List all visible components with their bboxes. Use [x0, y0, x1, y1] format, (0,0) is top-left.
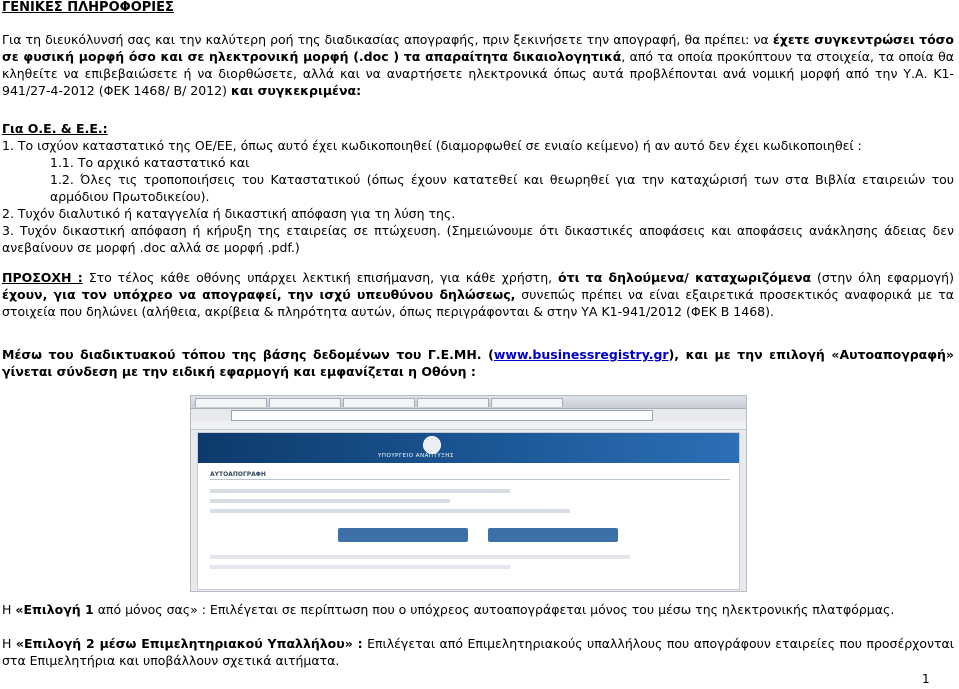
attention-label: ΠΡΟΣΟΧΗ : [2, 270, 83, 285]
page-number: 1 [922, 672, 930, 686]
option-1-button [338, 528, 468, 542]
app-divider [210, 479, 730, 480]
browser-address-bar [231, 410, 653, 421]
intro-text-2: , από τα οποία προκύπτουν τα στοιχεία, τα οποία θα κληθείτε να επιβεβαιώσετε ή να διορθώσετε, αλλά και να αναρτήσετε ηλεκτρονικά όπως αυτά προβλέπονται ανά νομική μορφή από την Υ.Α. Κ1-941/27-4-2012 (ΦΕΚ 1468/ Β/ 2012) [2, 49, 954, 98]
browser-tab-bar [191, 396, 746, 409]
attention-text-1-bold: ότι τα δηλούμενα/ καταχωριζόμενα [558, 270, 812, 285]
option-2-label: «Επιλογή 2 [15, 636, 95, 651]
list-item-3: 3. Τυχόν δικαστική απόφαση ή κήρυξη της εταιρείας σε πτώχευση. (Σημειώνουμε ότι δικαστικές αποφάσεις και αποφάσεις ανάκλησης άδειας δεν ανεβαίνουν σε μορφή .doc αλλά σε μορφή .pdf.) [2, 223, 954, 255]
list-item-1-2: 1.2. Όλες τις τροποποιήσεις του Καταστατικού (όπως έχουν κατατεθεί και θεωρηθεί για την καταχώρισή των στα Βιβλία εταιρειών του αρμόδιου Πρωτοδικείου). [50, 172, 954, 204]
browser-toolbar [191, 421, 746, 430]
banner-text: ΥΠΟΥΡΓΕΙΟ ΑΝΑΠΤΥΞΗΣ [378, 453, 454, 459]
access-text-1: Μέσω του διαδικτυακού τόπου της βάσης δεδομένων του Γ.Ε.ΜΗ. ( [2, 347, 494, 362]
attention-text-2-bold: έχουν, για τον υπόχρεο να απογραφεί, την ισχύ υπευθύνου δηλώσεως, [2, 287, 516, 302]
app-banner [198, 433, 739, 463]
access-text-2: ), και με την επιλογή «Αυτοαπογραφή» γίνεται σύνδεση με την ειδική εφαρμογή και εμφανίζεται η Οθόνη : [2, 347, 954, 379]
list-title: Για Ο.Ε. & Ε.Ε.: [2, 121, 108, 136]
attention-text-1: Στο τέλος κάθε οθόνης υπάρχει λεκτική επισήμανση, για κάθε χρήστη, [82, 270, 558, 285]
businessregistry-link[interactable]: www.businessregistry.gr [493, 347, 669, 362]
option-2-paragraph: Η «Επιλογή 2 μέσω Επιμελητηριακού Υπαλλήλου» : Επιλέγεται από Επιμελητηριακούς υπαλλήλους που απογράφουν εταιρείες που προσέρχονται στα Επιμελητήρια και υποβάλλουν σχετικά αιτήματα. [2, 636, 954, 668]
attention-paragraph [2, 269, 954, 320]
access-paragraph [2, 346, 954, 380]
attention-text-2: (στην όλη εφαρμογή) [811, 270, 954, 285]
list-item-1-1: 1.1. Το αρχικό καταστατικό και [50, 155, 250, 170]
intro-text-1-bold: έχετε συγκεντρώσει τόσο σε φυσική μορφή όσο και σε ηλεκτρονική μορφή (.doc ) τα απαραίτητα δικαιολογητικά [2, 32, 954, 64]
app-frame [197, 432, 740, 590]
intro-text-1: Για τη διευκόλυνσή σας και την καλύτερη ροή της διαδικασίας απογραφής, πριν ξεκινήσετε την απογραφή, θα πρέπει: να [2, 32, 773, 47]
list-item-2: 2. Τυχόν διαλυτικό ή καταγγελία ή δικαστική απόφαση για τη λύση της. [2, 206, 456, 221]
intro-paragraph [2, 31, 954, 99]
list-item-1: 1. Το ισχύον καταστατικό της ΟΕ/ΕΕ, όπως αυτό έχει κωδικοποιηθεί (διαμορφωθεί σε ενιαίο κείμενο) ή αν αυτό δεν έχει κωδικοποιηθεί : [2, 138, 862, 153]
emblem-icon [423, 436, 441, 454]
intro-text-2-bold: και συγκεκριμένα: [230, 83, 362, 98]
application-screenshot [190, 395, 747, 592]
attention-text-3: συνεπώς πρέπει να είναι εξαιρετικά προσεκτικός αναφορικά με τα στοιχεία που δηλώνει (αλήθεια, ακρίβεια & πληρότητα αυτών, όπως περιγράφονται & στην ΥΑ Κ1-941/2012 (ΦΕΚ Β 1468). [2, 287, 954, 319]
option-1-label: «Επιλογή 1 [15, 602, 94, 617]
app-title: ΑΥΤΟΑΠΟΓΡΑΦΗ [210, 471, 266, 478]
option-1-paragraph: Η «Επιλογή 1 από μόνος σας» : Επιλέγεται σε περίπτωση που ο υπόχρεος αυτοαπογράφεται μόνος του μέσω της ηλεκτρονικής πλατφόρμας. [2, 602, 895, 617]
option-2-button [488, 528, 618, 542]
section-heading: ΓΕΝΙΚΕΣ ΠΛΗΡΟΦΟΡΙΕΣ [2, 0, 174, 15]
